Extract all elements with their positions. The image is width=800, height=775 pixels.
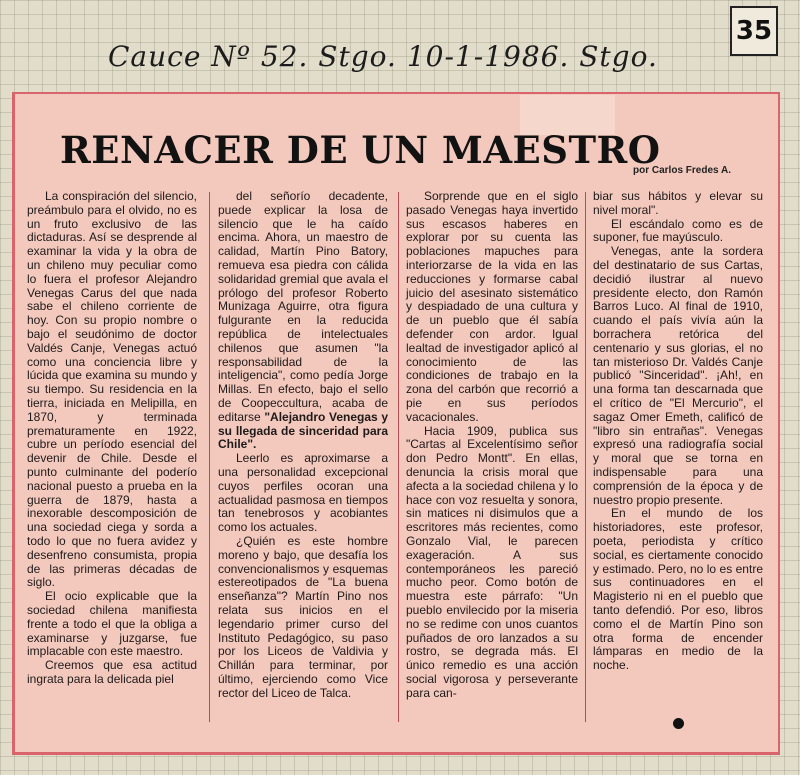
paragraph: Venegas, ante la sordera del destinatario de sus Cartas, decidió ilustrar al nuevo presidente electo, don Ramón Barros Luco. Al final de 1910, cuando el país vivía aún la borrachera retórica del centenario y sus glorias, el no tan misterioso Dr. Valdés Canje publicó "Sinceridad". ¡Ah!, en una forma tan descarnada que el crítico de "El Mercurio", el sagaz Omer Emeth, calificó de "libro sin entrañas". Venegas expresó una radiografía social y moral que se torna en indispensable para una comprensión de la época y de nuestro propio presente.	[593, 244, 763, 507]
paragraph: Hacia 1909, publica sus "Cartas al Excelentísimo señor don Pedro Montt". En ellas, denuncia la crisis moral que afecta a la sociedad chilena y lo hace con voz resuelta y sonora, sin matices ni disimulos que a escritores más recientes, como Gonzalo Vial, le parecen exageración. A sus contemporáneos les pareció mucho peor. Como botón de muestra este párrafo: "Un pueblo envilecido por la miseria no se redime con unos cuantos puñados de oro lanzados a su rostro, se degrada más. El único remedio es una acción social vigorosa y perseverante para can-	[406, 423, 578, 700]
paragraph: ¿Quién es este hombre moreno y bajo, que desafía los convencionalismos y esquemas estereotipados de "La buena enseñanza"? Martín Pino nos relata sus inicios en el legendario primer curso del Instituto Pedagógico, su paso por los Liceos de Valdivia y Chillán para terminar, por último, ejerciendo como Vice rector del Liceo de Talca.	[218, 533, 388, 700]
column-divider	[585, 192, 586, 722]
article-column-4	[593, 190, 763, 673]
paragraph: El ocio explicable que la sociedad chilena manifiesta frente a todo el que la obliga a examinarse y juzgarse, fue implacable con este maestro.	[27, 589, 197, 659]
column-divider	[398, 192, 399, 722]
paragraph: Leerlo es aproximarse a una personalidad excepcional cuyos perfiles ocoran una actualidad pasmosa en tiempos tan tenebrosos y acobiantes como los actuales.	[218, 451, 388, 535]
book-title: "Alejandro Venegas y su llegada de sinceridad para Chile".	[218, 409, 388, 452]
paragraph: biar sus hábitos y elevar su nivel moral".	[593, 189, 763, 217]
paragraph: Sorprende que en el siglo pasado Venegas haya invertido sus escasos haberes en explorar por su cuenta las poblaciones mapuches para interiorzarse de la vida en las reducciones y formarse cabal juicio del asesinato sistemático y despiadado de una cultura y de un pueblo que él sabía defender con ardor. Igual lealtad de investigador aplicó al conocimiento de las condiciones de trabajo en la zona del carbón que recorrió a pie en sus períodos vacacionales.	[406, 189, 578, 424]
end-of-article-bullet	[673, 718, 684, 729]
paragraph: Creemos que esa actitud ingrata para la delicada piel	[27, 658, 197, 686]
paragraph: En el mundo de los historiadores, este profesor, poeta, periodista y crítico social, es ciertamente conocido y estimado. Pero, no lo es entre sus continuadores en el Magisterio ni en el pueblo que tanto defendió. Por eso, libros como el de Martín Pino son otra forma de encender lámparas en medio de la noche.	[593, 506, 763, 673]
article-column-1	[27, 190, 197, 687]
page-number: 35	[730, 6, 778, 56]
article-headline: RENACER DE UN MAESTRO	[60, 128, 661, 172]
paragraph-text: del señorío decadente, puede explicar la losa de silencio que le ha caído encima. Ahora, un maestro de calidad, Martín Pino Batory, remueva esa piedra con cálida solidaridad gremial que avala el prólogo del profesor Roberto Munizaga Aguirre, otra figura fulgurante en la reducida república de intelectuales chilenos que asumen "la responsabilidad de la inteligencia", como pedía Jorge Millas. En efecto, bajo el sello de Coopeccultura, acaba de editarse	[218, 189, 388, 424]
paragraph	[218, 190, 388, 452]
paragraph: El escándalo como es de suponer, fue mayúsculo.	[593, 216, 763, 245]
paragraph: La conspiración del silencio, preámbulo para el olvido, no es un fruto exclusivo de las dictaduras. Así se desprende al examinar la vida y la obra de un chileno muy peculiar como lo fuera el profesor Alejandro Venegas Carus del que nada sabe el chileno corriente de hoy. Con su propio nombre o bajo el seudónimo de doctor Valdés Canje, Venegas actuó como una conciencia libre y lúcida que examina su mundo y su tiempo. Su residencia en la tierra, iniciada en Melipilla, en 1870, y terminada prematuramente en 1922, cubre un período esencial del devenir de Chile. Desde el punto culminante del poderío nacional puesto a prueba en la guerra de 1879, hasta a inexorable descomposición de una sociedad ciega y sorda a todo lo que no fuera avidez y desenfreno consumista, propia de las primeras décadas de siglo.	[27, 189, 197, 590]
article-byline: por Carlos Fredes A.	[633, 165, 731, 176]
column-divider	[209, 192, 210, 722]
handwritten-source-note: Cauce Nº 52. Stgo. 10-1-1986. Stgo.	[108, 40, 658, 73]
article-column-3	[406, 190, 578, 700]
article-column-2	[218, 190, 388, 700]
